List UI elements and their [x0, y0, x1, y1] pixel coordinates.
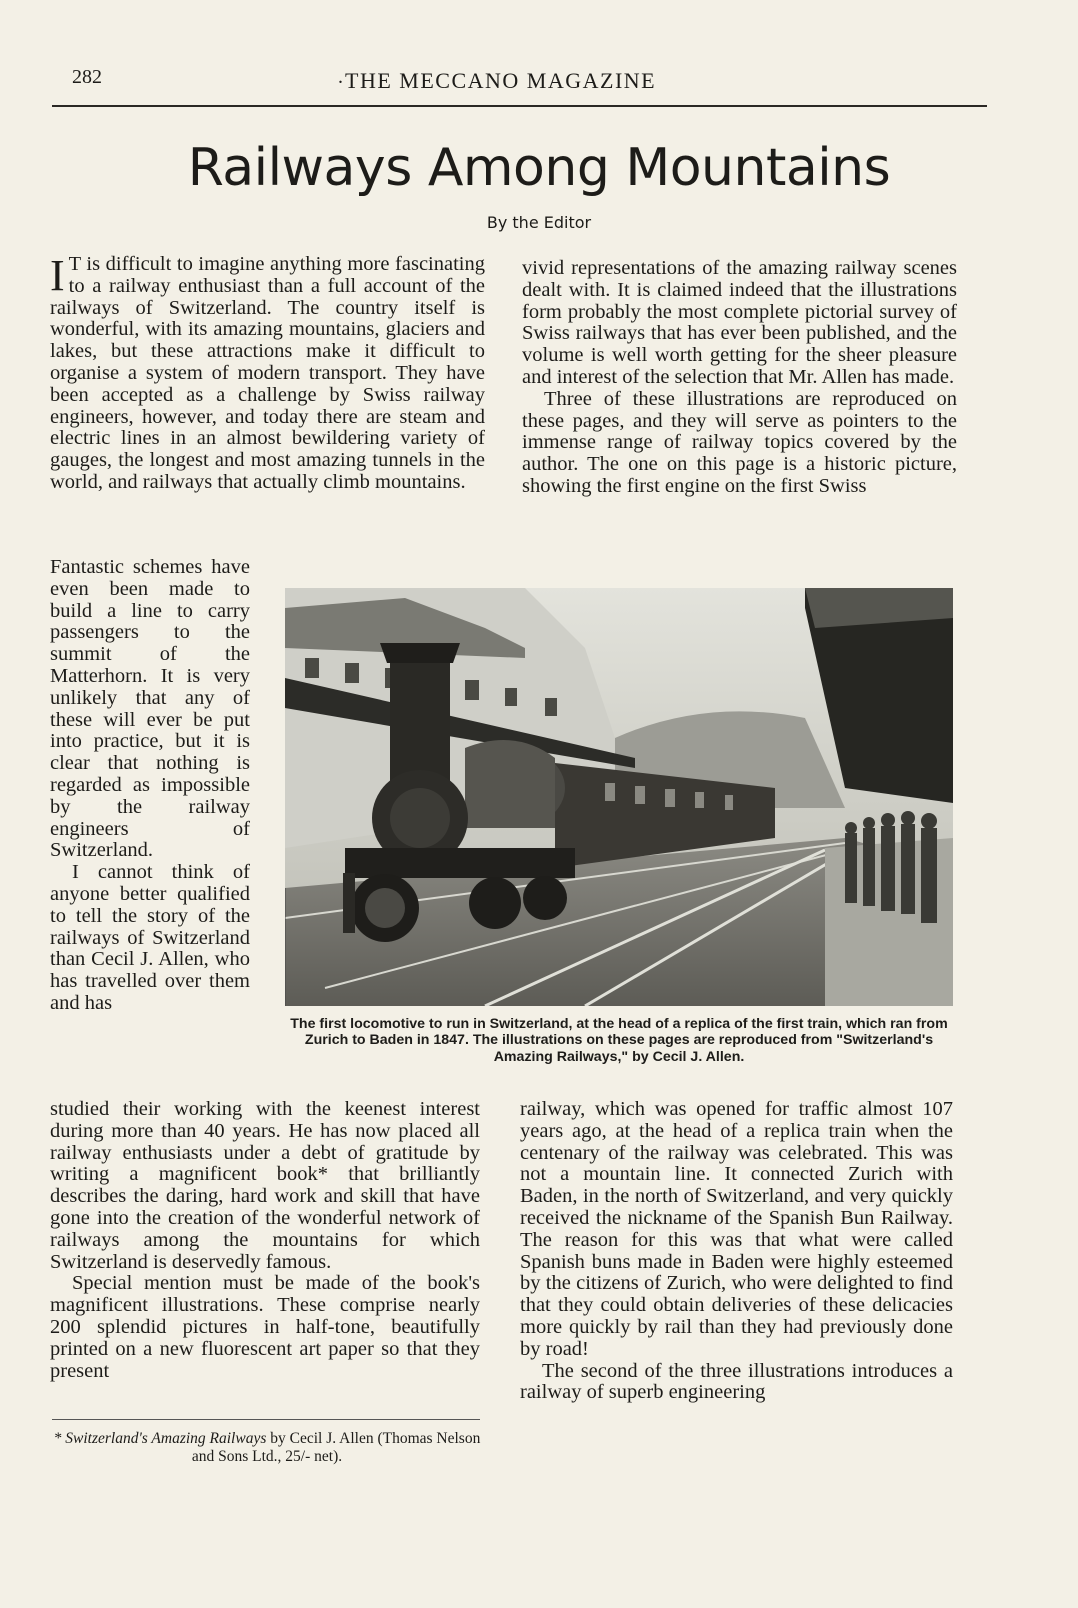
footnote-text: by Cecil J. Allen (Thomas Nelson and Sons Ltd., 25/- net). [191, 1430, 481, 1465]
page-header [50, 60, 990, 100]
footnote-rule [52, 1419, 480, 1420]
locomotive-photo [285, 588, 953, 1006]
paragraph [50, 251, 485, 494]
page-number: 282 [72, 66, 102, 88]
photo-caption: The first locomotive to run in Switzerland, at the head of a replica of the first train, which ran from Zurich to Baden in 1847. The illustrations on these pages are reproduced from "Switzerland's Amazing Railways," by Cecil J. Allen. [290, 1016, 948, 1065]
paragraph: I cannot think of anyone better qualified to tell the story of the railways of Switzerland than Cecil J. Allen, who has travelled over them and has [50, 861, 250, 1014]
left-column-narrow [50, 557, 250, 1015]
paragraph: studied their working with the keenest interest during more than 40 years. He has now placed all railway enthusiasts under a debt of gratitude by writing a magnificent book* that brilliantly describes the daring, hard work and skill that have gone into the creation of the wonderful network of railways among the mountains for which Switzerland is deservedly famous. [50, 1098, 480, 1273]
left-column-top [50, 251, 485, 494]
paragraph-text: T is difficult to imagine anything more fascinating to a railway enthusiast than a full account of the railways of Switzerland. The country itself is wonderful, with its amazing mountains, glaciers and lakes, but these attractions make it difficult to organise a system of modern transport. They have been accepted as a challenge by Swiss railway engineers, however, and today there are steam and electric lines in an almost bewildering variety of gauges, the longest and most amazing tunnels in the world, and railways that actually climb mountains. [50, 253, 485, 493]
header-dot: . [338, 66, 343, 88]
footnote-book-title: * Switzerland's Amazing Railways [53, 1430, 267, 1447]
left-column-bottom [50, 1099, 480, 1382]
paragraph: Special mention must be made of the book's magnificent illustrations. These comprise nearly 200 splendid pictures in half-tone, beautifully printed on a new fluorescent art paper so that they present [50, 1272, 480, 1382]
paragraph: Fantastic schemes have even been made to build a line to carry passengers to the summit of the Matterhorn. It is very unlikely that any of these will ever be put into practice, but it is clear that nothing is regarded as impossible by the railway engineers of Switzerland. [50, 556, 250, 862]
paragraph: railway, which was opened for traffic almost 107 years ago, at the head of a replica train when the centenary of the railway was celebrated. This was not a mountain line. It connected Zurich with Baden, in the north of Switzerland, and very quickly received the nickname of the Spanish Bun Railway. The reason for this was that what were called Spanish buns made in Baden were highly esteemed by the citizens of Zurich, who were delighted to find that they could obtain deliveries of these delicacies more quickly by rail than they had previously done by road! [520, 1098, 953, 1360]
right-column-top [522, 258, 957, 498]
article-title: Railways Among Mountains [187, 138, 891, 198]
byline: By the Editor [486, 213, 592, 232]
right-column-bottom [520, 1099, 953, 1404]
drop-cap: I [50, 251, 65, 300]
header-rule [52, 105, 987, 107]
paragraph: The second of the three illustrations introduces a railway of superb engineering [520, 1359, 953, 1404]
locomotive-photo-illustration [285, 588, 953, 1006]
magazine-title: THE MECCANO MAGAZINE [345, 68, 657, 93]
paragraph: vivid representations of the amazing railway scenes dealt with. It is claimed indeed that the illustrations form probably the most complete pictorial survey of Swiss railways that has ever been published, and the volume is well worth getting for the sheer pleasure and interest of the selection that Mr. Allen has made. [522, 257, 957, 388]
paragraph: Three of these illustrations are reproduced on these pages, and they will serve as pointers to the immense range of railway topics covered by the author. The one on this page is a historic picture, showing the first engine on the first Swiss [522, 387, 957, 497]
footnote [52, 1430, 482, 1466]
